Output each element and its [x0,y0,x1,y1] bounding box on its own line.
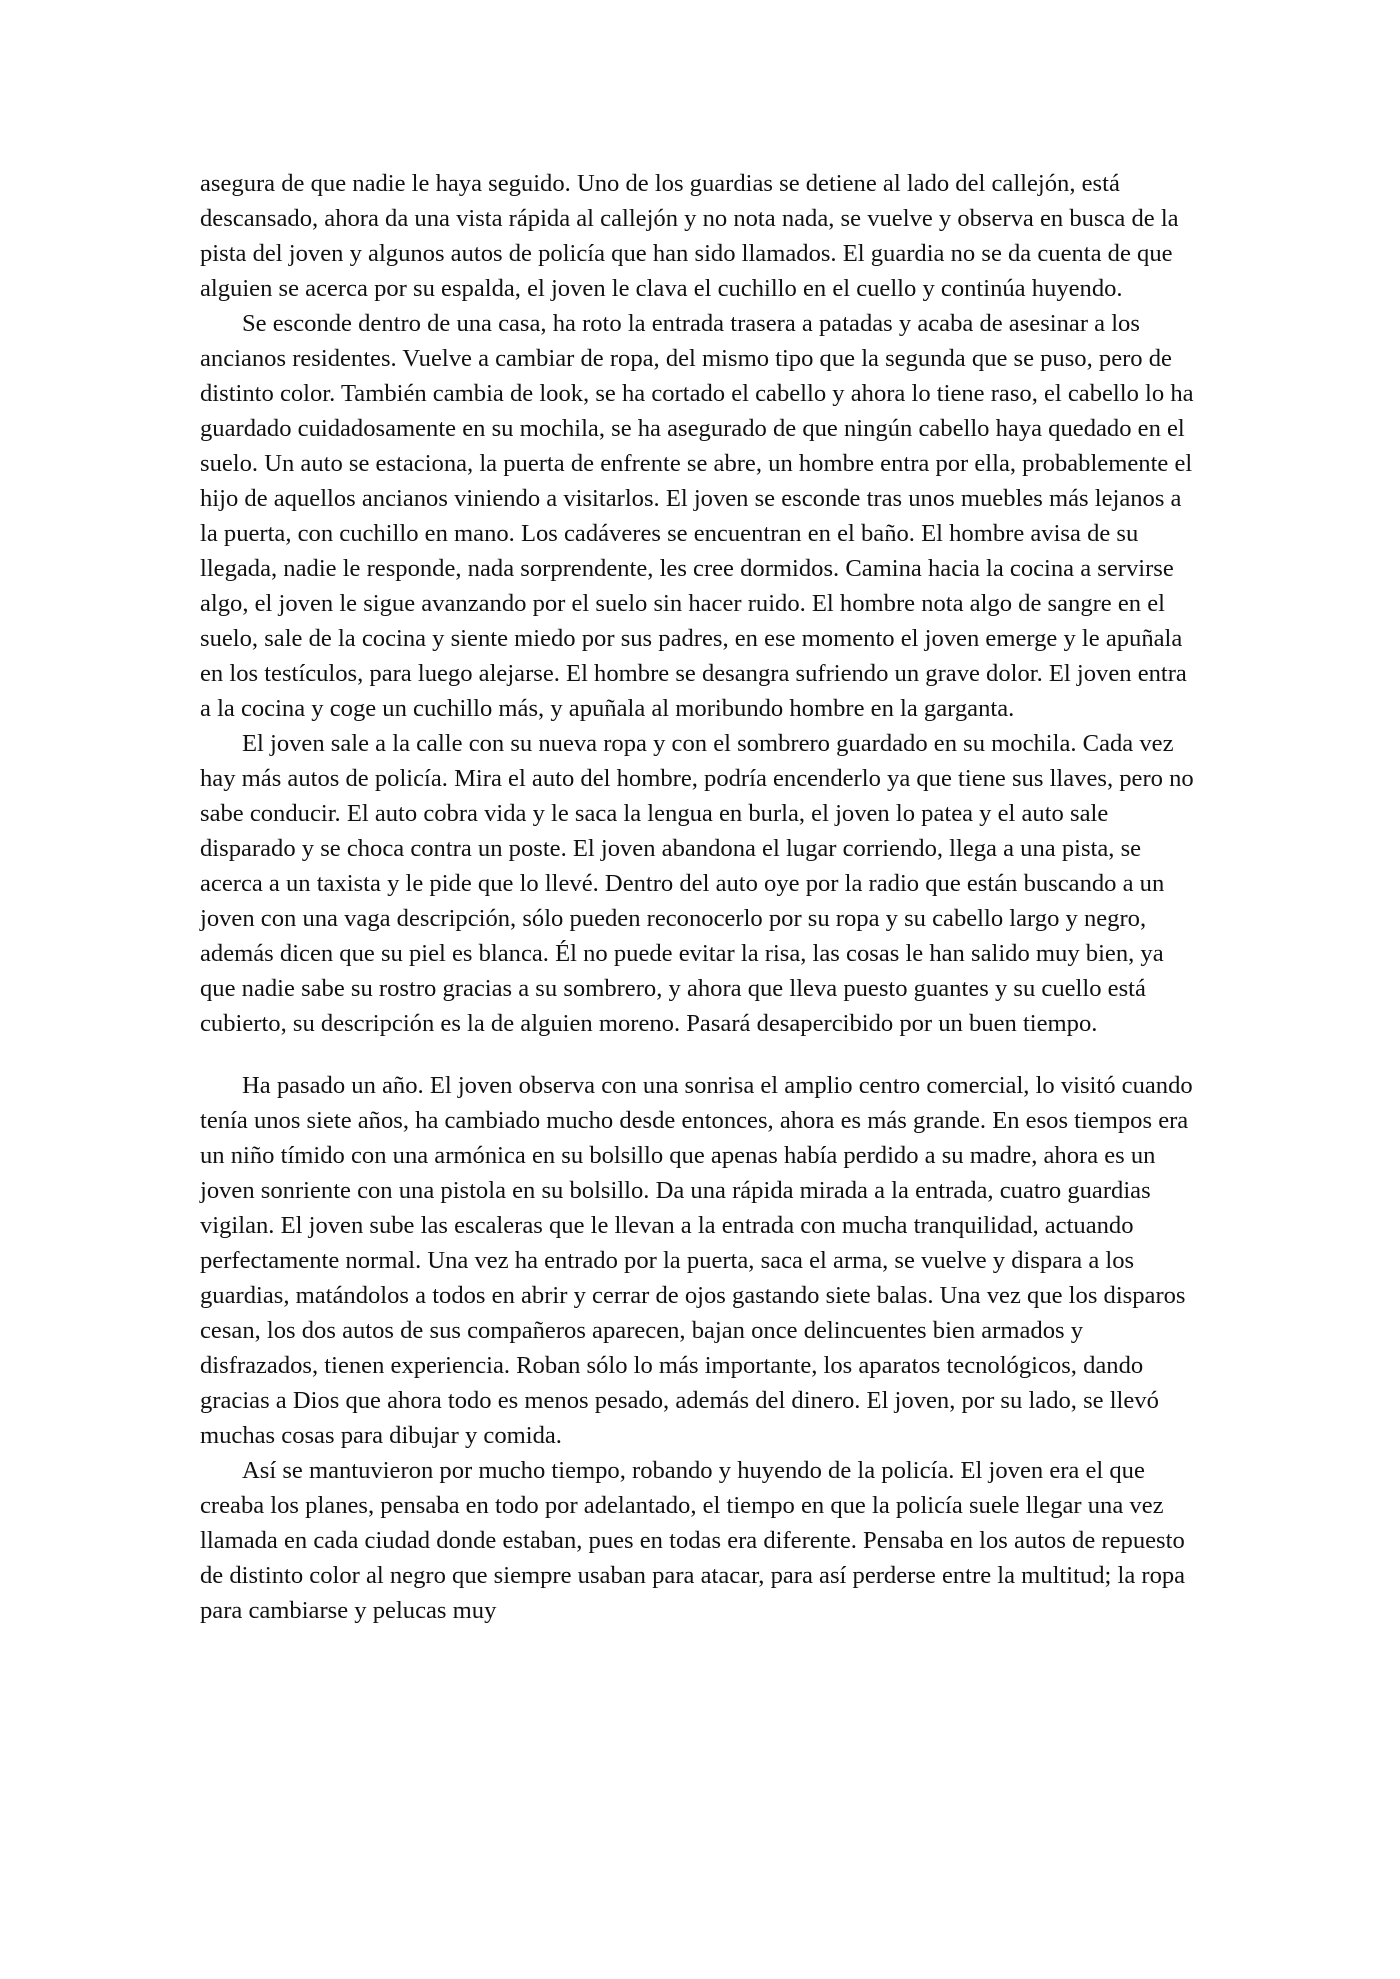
paragraph-2: Se esconde dentro de una casa, ha roto la entrada trasera a patadas y acaba de asesinar a los ancianos residentes. Vuelve a cambiar de ropa, del mismo tipo que la segunda que se puso, pero de distinto color. También cambia de look, se ha cortado el cabello y ahora lo tiene raso, el cabello lo ha guardado cuidadosamente en su mochila, se ha asegurado de que ningún cabello haya quedado en el suelo. Un auto se estaciona, la puerta de enfrente se abre, un hombre entra por ella, probablemente el hijo de aquellos ancianos viniendo a visitarlos. El joven se esconde tras unos muebles más lejanos a la puerta, con cuchillo en mano. Los cadáveres se encuentran en el baño. El hombre avisa de su llegada, nadie le responde, nada sorprendente, les cree dormidos. Camina hacia la cocina a servirse algo, el joven le sigue avanzando por el suelo sin hacer ruido. El hombre nota algo de sangre en el suelo, sale de la cocina y siente miedo por sus padres, en ese momento el joven emerge y le apuñala en los testículos, para luego alejarse. El hombre se desangra sufriendo un grave dolor. El joven entra a la cocina y coge un cuchillo más, y apuñala al moribundo hombre en la garganta. [200,310,1194,722]
body-text [200,166,1200,1628]
paragraph-5: Así se mantuvieron por mucho tiempo, robando y huyendo de la policía. El joven era el que creaba los planes, pensaba en todo por adelantado, el tiempo en que la policía suele llegar una vez llamada en cada ciudad donde estaban, pues en todas era diferente. Pensaba en los autos de repuesto de distinto color al negro que siempre usaban para atacar, para así perderse entre la multitud; la ropa para cambiarse y pelucas muy [200,1457,1186,1624]
paragraph-4: Ha pasado un año. El joven observa con una sonrisa el amplio centro comercial, lo visitó cuando tenía unos siete años, ha cambiado mucho desde entonces, ahora es más grande. En esos tiempos era un niño tímido con una armónica en su bolsillo que apenas había perdido a su madre, ahora es un joven sonriente con una pistola en su bolsillo. Da una rápida mirada a la entrada, cuatro guardias vigilan. El joven sube las escaleras que le llevan a la entrada con mucha tranquilidad, actuando perfectamente normal. Una vez ha entrado por la puerta, saca el arma, se vuelve y dispara a los guardias, matándolos a todos en abrir y cerrar de ojos gastando siete balas. Una vez que los disparos cesan, los dos autos de sus compañeros aparecen, bajan once delincuentes bien armados y disfrazados, tienen experiencia. Roban sólo lo más importante, los aparatos tecnológicos, dando gracias a Dios que ahora todo es menos pesado, además del dinero. El joven, por su lado, se llevó muchas cosas para dibujar y comida. [200,1072,1193,1449]
paragraph-3: El joven sale a la calle con su nueva ropa y con el sombrero guardado en su mochila. Cada vez hay más autos de policía. Mira el auto del hombre, podría encenderlo ya que tiene sus llaves, pero no sabe conducir. El auto cobra vida y le saca la lengua en burla, el joven lo patea y el auto sale disparado y se choca contra un poste. El joven abandona el lugar corriendo, llega a una pista, se acerca a un taxista y le pide que lo llevé. Dentro del auto oye por la radio que están buscando a un joven con una vaga descripción, sólo pueden reconocerlo por su ropa y su cabello largo y negro, además dicen que su piel es blanca. Él no puede evitar la risa, las cosas le han salido muy bien, ya que nadie sabe su rostro gracias a su sombrero, y ahora que lleva puesto guantes y su cuello está cubierto, su descripción es la de alguien moreno. Pasará desapercibido por un buen tiempo. [200,730,1194,1037]
paragraph-1: asegura de que nadie le haya seguido. Uno de los guardias se detiene al lado del callejón, está descansado, ahora da una vista rápida al callejón y no nota nada, se vuelve y observa en busca de la pista del joven y algunos autos de policía que han sido llamados. El guardia no se da cuenta de que alguien se acerca por su espalda, el joven le clava el cuchillo en el cuello y continúa huyendo. [200,170,1179,302]
